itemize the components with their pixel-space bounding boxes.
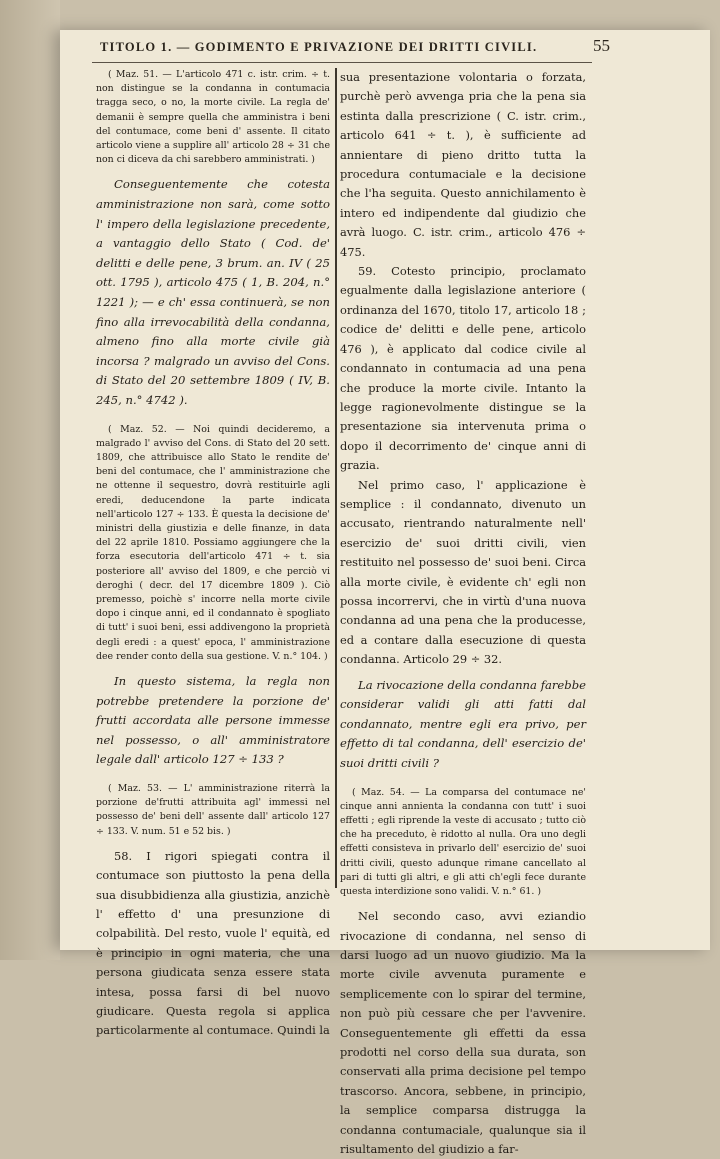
note-maz-53: ( Maz. 53. — L' amministrazione riterrà la porzione de'frutti attribuita agl' immessi nel possesso de' beni dell' assente dall' articolo 127 ÷ 133. V. num. 51 e 52 bis. ) xyxy=(96,782,330,837)
right-column xyxy=(340,68,586,1157)
chapter-title: TITOLO 1. — GODIMENTO E PRIVAZIONE DEI DRITTI CIVILI. xyxy=(100,40,538,54)
left-column xyxy=(96,68,330,1038)
page-number: 55 xyxy=(593,36,610,55)
paragraph-primo-caso: Nel primo caso, l' applicazione è semplice : il condannato, divenuto un accusato, rientrando naturalmente nell' esercizio de' suoi dritti civili, vien restituito nel possesso de' suoi beni. Circa alla morte civile, è evidente ch' egli non possa incorrervi, che in virtù d'una nuova condanna ad una pena che la producesse, ed a contare dalla esecuzione di questa condanna. Articolo 29 ÷ 32. xyxy=(340,477,586,667)
note-maz-51: ( Maz. 51. — L'articolo 471 c. istr. crim. ÷ t. non distingue se la condanna in contumacia tragga seco, o no, la morte civile. La regla de' demanii è sempre quella che amministra i beni del contumace, come beni d' assente. Il citato articolo viene a supplire all' articolo 28 ÷ 31 che non ci diceva da chi sarebbero amministrati. ) xyxy=(96,69,330,166)
paragraph-secondo-caso: Nel secondo caso, avvi eziandio rivocazione di condanna, nel senso di darsi luogo ad un nuovo giudizio. Ma la morte civile avvenuta puramente e semplicemente con lo spirar del termine, non può più cessare che per l'avvenire. Conseguentemente gli effetti da essa prodotti nel corso della sua durata, son conservati alla prima decisione pel tempo trascorso. Ancora, sebbene, in principio, la semplice comparsa distrugga la condanna contumaciale, qualunque sia il risultamento del giudizio a far- xyxy=(340,909,586,1157)
running-header xyxy=(100,36,610,60)
paragraph-58-continued: sua presentazione volontaria o forzata, purchè però avvenga pria che la pena sia estinta dalla prescrizione ( C. istr. crim., articolo 641 ÷ t. ), è sufficiente ad annientare di pieno dritto tutta la procedura contumaciale e la decisione che l'ha seguita. Questo annichilamento è intero ed indipendente dal giudizio che avrà luogo. C. istr. crim., articolo 476 ÷ 475. xyxy=(340,70,586,259)
question-amministrazione: Conseguentemente che cotesta amministrazione non sarà, come sotto l' impero della legislazione precedente, a vantaggio dello Stato ( Cod. de' delitti e delle pene, 3 brum. an. IV ( 25 ott. 1795 ), articolo 475 ( 1, B. 204, n.° 1221 ); — e ch' essa continuerà, se non fino alla irrevocabilità della condanna, almeno fino alla morte civile già incorsa ? malgrado un avviso del Cons. di Stato del 20 settembre 1809 ( IV, B. 245, n.° 4742 ). xyxy=(96,177,330,407)
paragraph-58: 58. I rigori spiegati contra il contumace son piuttosto la pena della sua disubbidienza alla giustizia, anzichè l' effetto d' una presunzione di colpabilità. Del resto, vuole l' equità, ed è principio in ogni materia, che una persona giudicata senza essere stata intesa, possa farsi di bel nuovo giudicare. Questa regola si applica particolarmente al contumace. Quindi la xyxy=(96,848,330,1038)
question-rivocazione: La rivocazione della condanna farebbe considerar validi gli atti fatti dal condannato, mentre egli era privo, per effetto di tal condanna, dell' esercizio de' suoi dritti civili ? xyxy=(340,677,586,770)
note-maz-54: ( Maz. 54. — La comparsa del contumace ne' cinque anni annienta la condanna con tutt' i suoi effetti ; egli riprende la veste di accusato ; tutto ciò che ha preceduto, è ridotto al nulla. Ora uno degli effetti consisteva in privarlo dell' esercizio de' suoi dritti civili, questo adunque rimane cancellato al pari di tutti gli altri, e gli atti ch'egli fece durante questa interdizione sono validi. V. n.° 61. ) xyxy=(340,786,586,897)
question-sistema: In questo sistema, la regla non potrebbe pretendere la porzione de' frutti accordata alle persone immesse nel possesso, o all' amministratore legale dall' articolo 127 ÷ 133 ? xyxy=(96,674,330,767)
header-rule xyxy=(92,62,592,63)
paragraph-59: 59. Cotesto principio, proclamato egualmente dalla legislazione anteriore ( ordinanza del 1670, titolo 17, articolo 18 ; codice de' delitti e delle pene, articolo 476 ), è applicato dal codice civile al condannato in contumacia ad una pena che produce la morte civile. Intanto la legge ragionevolmente distingue se la presentazione sia intervenuta prima o dopo il decorrimento de' cinque anni di grazia. xyxy=(340,264,586,473)
page-gutter-shadow xyxy=(0,0,60,960)
note-maz-52: ( Maz. 52. — Noi quindi decideremo, a malgrado l' avviso del Cons. di Stato del 20 sett. 1809, che attribuisce allo Stato le rendite de' beni del contumace, che l' amministrazione che ne ottenne il sequestro, dovrà restituirle agli eredi, deducendone la parte indicata nell'articolo 127 ÷ 133. È questa la decisione de' ministri della giustizia e delle finanze, in data del 22 aprile 1810. Possiamo aggiungere che la forza esecutoria dell'articolo 471 ÷ t. sia posteriore all' avviso del 1809, e che perciò vi deroghi ( decr. del 17 dicembre 1809 ). Ciò premesso, poichè s' incorre nella morte civile dopo i cinque anni, ed il condannato è spogliato di tutt' i suoi beni, essi addivengono la proprietà degli eredi : a quest' epoca, l' amministrazione dee render conto della sua gestione. V. n.° 104. ) xyxy=(96,423,330,662)
column-divider xyxy=(335,68,337,888)
